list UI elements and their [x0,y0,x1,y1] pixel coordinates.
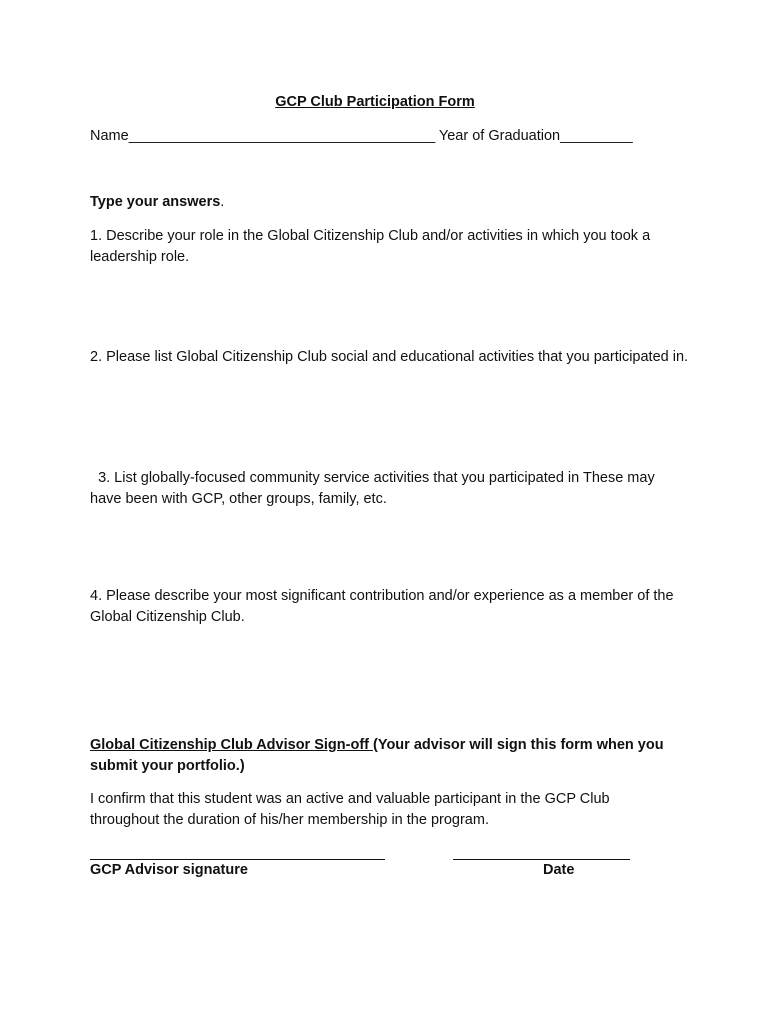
year-field[interactable]: _________ [560,128,633,144]
name-year-line [90,128,633,144]
advisor-confirmation: I confirm that this student was an active and valuable participant in the GCP Club throughout the duration of his/her membership in the program. [90,791,610,828]
instructions-bold: Type your answers [90,194,221,210]
name-label: Name [90,128,129,144]
signoff-heading-underlined: Global Citizenship Club Advisor Sign-off [90,737,374,753]
date-line[interactable] [453,859,630,860]
signature-line[interactable] [90,859,385,860]
question-3: 3. List globally-focused community service activities that you participated in These may have been with GCP, other groups, family, etc. [90,470,659,507]
instructions [90,194,224,210]
question-2: 2. Please list Global Citizenship Club social and educational activities that you participated in. [90,349,689,365]
signoff-heading-rest: (Your advisor will sign this form when you submit your portfolio.) [90,737,664,774]
signature-label: GCP Advisor signature [90,862,248,878]
instructions-period: . [220,194,225,210]
name-field[interactable]: ______________________________________ [128,128,436,144]
form-title: GCP Club Participation Form [275,94,475,110]
date-label: Date [543,862,575,878]
question-1: 1. Describe your role in the Global Citizenship Club and/or activities in which you took a leadership role. [90,228,651,265]
advisor-signoff-heading [90,735,670,777]
question-4: 4. Please describe your most significant contribution and/or experience as a member of the Global Citizenship Club. [90,588,674,625]
year-label: Year of Graduation [435,128,561,144]
